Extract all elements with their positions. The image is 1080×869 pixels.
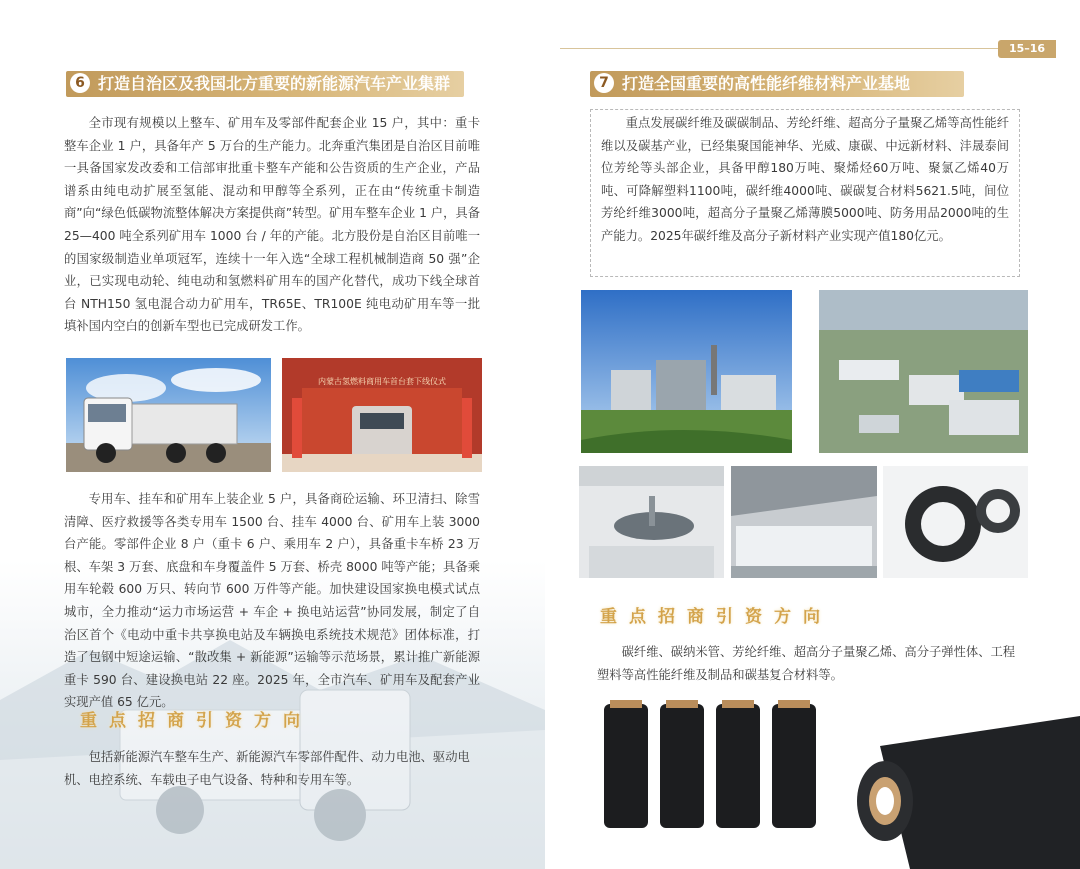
header-rule <box>560 48 1000 49</box>
section-7-heading <box>590 71 964 97</box>
investment-direction-text: 包括新能源汽车整车生产、新能源汽车零部件配件、动力电池、驱动电机、电控系统、车载电子电气设备、特种和专用车等。 <box>64 750 470 787</box>
section-6-heading <box>66 71 464 97</box>
paragraph-text: 全市现有规模以上整车、矿用车及零部件配套企业 15 户，其中：重卡整车企业 1 户，具备年产 5 万台的生产能力。北奔重汽集团是自治区目前唯一具备国家发改委和工信部审批重卡整车产能和公告资质的生产企业，产品谱系由纯电动扩展至氢能、混动和甲醇等全系列，正在由“传统重卡制造商”向“绿色低碳物流整体解决方案提供商”转型。矿用车整车企业 1 户，具备 25—400 吨全系列矿用车 1000 台 / 年的产能。北方股份是自治区目前唯一的国家级制造业单项冠军，连续十一年入选“全球工程机械制造商 50 强”企业，已实现电动轮、纯电动和氢燃料矿用车的国产化替代，成功下线全球首台 NTH150 氢电混合动力矿用车，TR65E、TR100E 纯电动矿用车等一批填补国内空白的创新车型也已完成研发工作。 <box>64 116 480 334</box>
truck-photo <box>66 358 271 472</box>
special-vehicle-paragraph <box>64 488 480 714</box>
page-number: 15–16 <box>998 40 1056 58</box>
section-title: 打造全国重要的高性能纤维材料产业基地 <box>622 74 911 93</box>
fiber-intro-box <box>590 109 1020 277</box>
ceremony-banner-text: 内蒙古氢燃料商用车首台套下线仪式 <box>318 377 446 386</box>
paragraph-text: 专用车、挂车和矿用车上装企业 5 户，具备商砼运输、环卫清扫、除雪清障、医疗救援等各类专用车 1500 台、挂车 4000 台、矿用车上装 3000 台产能。零部件企业 8 户（重卡 6 户、乘用车 2 户），具备重卡车桥 23 万根、车架 3 万套、底盘和车身覆盖件 5 万套、桥壳 8000 吨等产能；具备乘用车轮毂 600 万只、转向节 600 万件等产能。加快建设国家换电模式试点城市，全力推动“运力市场运营 + 车企 + 换电站运营”协同发展，制定了自治区首个《电动中重卡共享换电站及车辆换电系统技术规范》团体标准，打造了包钢中短途运输、“散改集 + 新能源”运输等示范场景，累计推广新能源重卡 590 台、建设换电站 22 座。2025 年，全市汽车、矿用车及配套产业实现产值 65 亿元。 <box>64 492 480 710</box>
paragraph-text: 重点发展碳纤维及碳碳制品、芳纶纤维、超高分子量聚乙烯等高性能纤维以及碳基产业，已经集聚国能神华、光威、康碳、中远新材料、沣晟泰间位芳纶等头部企业，具备甲醇180万吨、聚烯烃60万吨、聚氯乙烯40万吨、可降解塑料1100吨，碳纤维4000吨、碳碳复合材料5621.5吨，间位芳纶纤维3000吨，超高分子量聚乙烯薄膜5000吨、防务用品2000吨的生产能力。2025年碳纤维及高分子新材料产业实现产值180亿元。 <box>601 116 1009 243</box>
carbon-ring-photo <box>883 466 1028 578</box>
drone-lab-photo <box>579 466 724 578</box>
automotive-intro-paragraph <box>64 112 480 338</box>
section-title: 打造自治区及我国北方重要的新能源汽车产业集群 <box>98 74 451 93</box>
aerial-plant-photo <box>819 290 1028 453</box>
section-number-badge: 6 <box>70 73 90 93</box>
section-number-badge: 7 <box>594 73 614 93</box>
carbon-roll-photo <box>840 706 1080 869</box>
ceremony-photo <box>282 358 482 472</box>
investment-direction-text: 碳纤维、碳纳米管、芳纶纤维、超高分子量聚乙烯、高分子弹性体、工程塑料等高性能纤维及制品和碳基复合材料等。 <box>597 645 1016 682</box>
investment-direction-label: 重点招商引资方向 <box>600 607 832 627</box>
factory-photo <box>581 290 792 453</box>
fiber-spools-photo <box>596 696 828 834</box>
warehouse-photo <box>731 466 877 578</box>
investment-direction-label: 重点招商引资方向 <box>80 711 312 731</box>
